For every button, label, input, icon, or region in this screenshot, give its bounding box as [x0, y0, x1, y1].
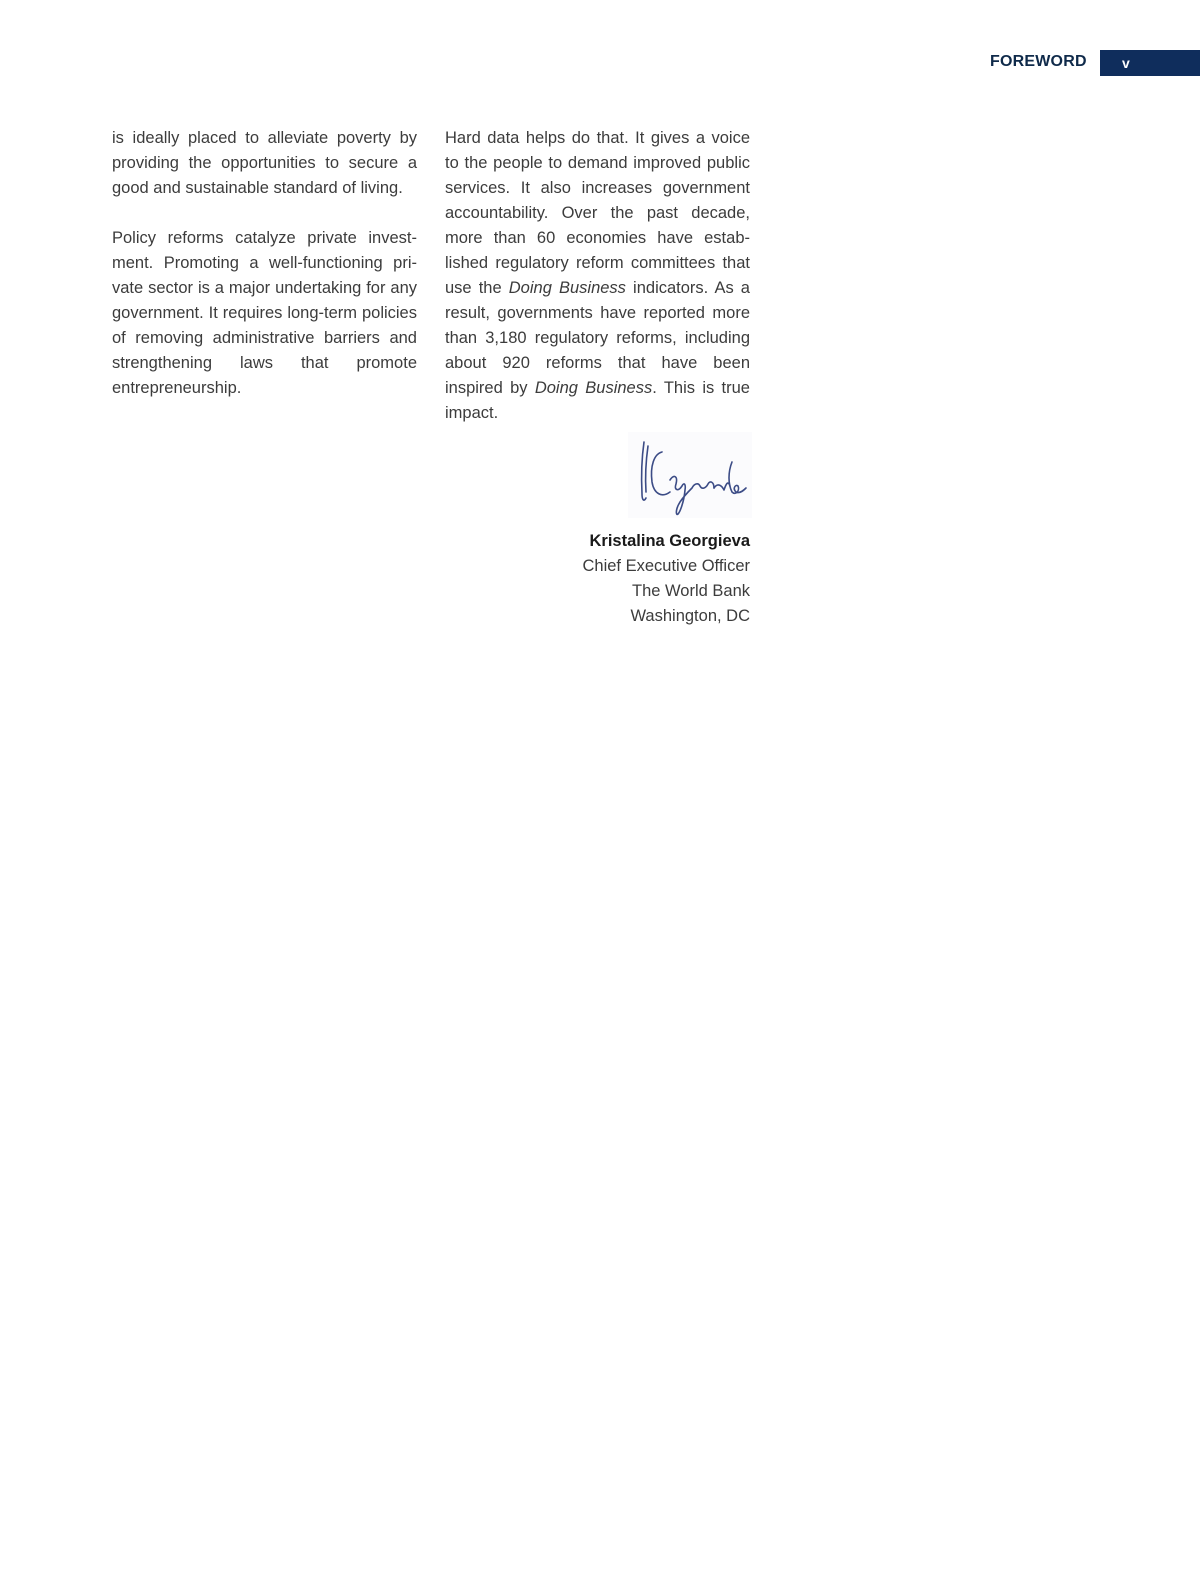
publication-title: Doing Business [534, 379, 653, 397]
signoff-block [445, 529, 750, 629]
section-title: FOREWORD [990, 53, 1087, 70]
page-number-tab [1100, 50, 1200, 76]
right-column [445, 126, 750, 426]
paragraph-text-3: . This is true impact. [445, 379, 750, 422]
signatory-title: Chief Executive Officer [582, 557, 750, 575]
running-header [990, 50, 1200, 76]
left-column [112, 126, 417, 401]
paragraph-policy-reforms: Policy reforms catalyze private investment. Promoting a well-functioning private sector is a major undertaking for any government. It requires long-term policies of removing administrative barriers and strengthening laws that promote entrepreneurship. [112, 229, 417, 397]
page-number: v [1122, 55, 1130, 71]
signatory-location: Washington, DC [630, 607, 750, 625]
publication-title: Doing Business [508, 279, 626, 297]
paragraph-poverty: is ideally placed to alleviate poverty by providing the opportunities to secure a good and sustainable standard of living. [112, 129, 417, 197]
paragraph-text-1: Hard data helps do that. It gives a voice to the people to demand improved public services. It also increases government accountability. Over the past decade, more than 60 economies have established regulatory reform committees that use the [445, 129, 750, 297]
handwritten-signature [628, 432, 752, 518]
paragraph-text-2: indicators. As a result, governments have reported more than 3,180 regulatory reforms, including about 920 reforms that have been inspired by [445, 279, 750, 397]
paragraph-hard-data [445, 126, 750, 426]
signatory-organization: The World Bank [632, 582, 750, 600]
signatory-name: Kristalina Georgieva [589, 532, 750, 550]
